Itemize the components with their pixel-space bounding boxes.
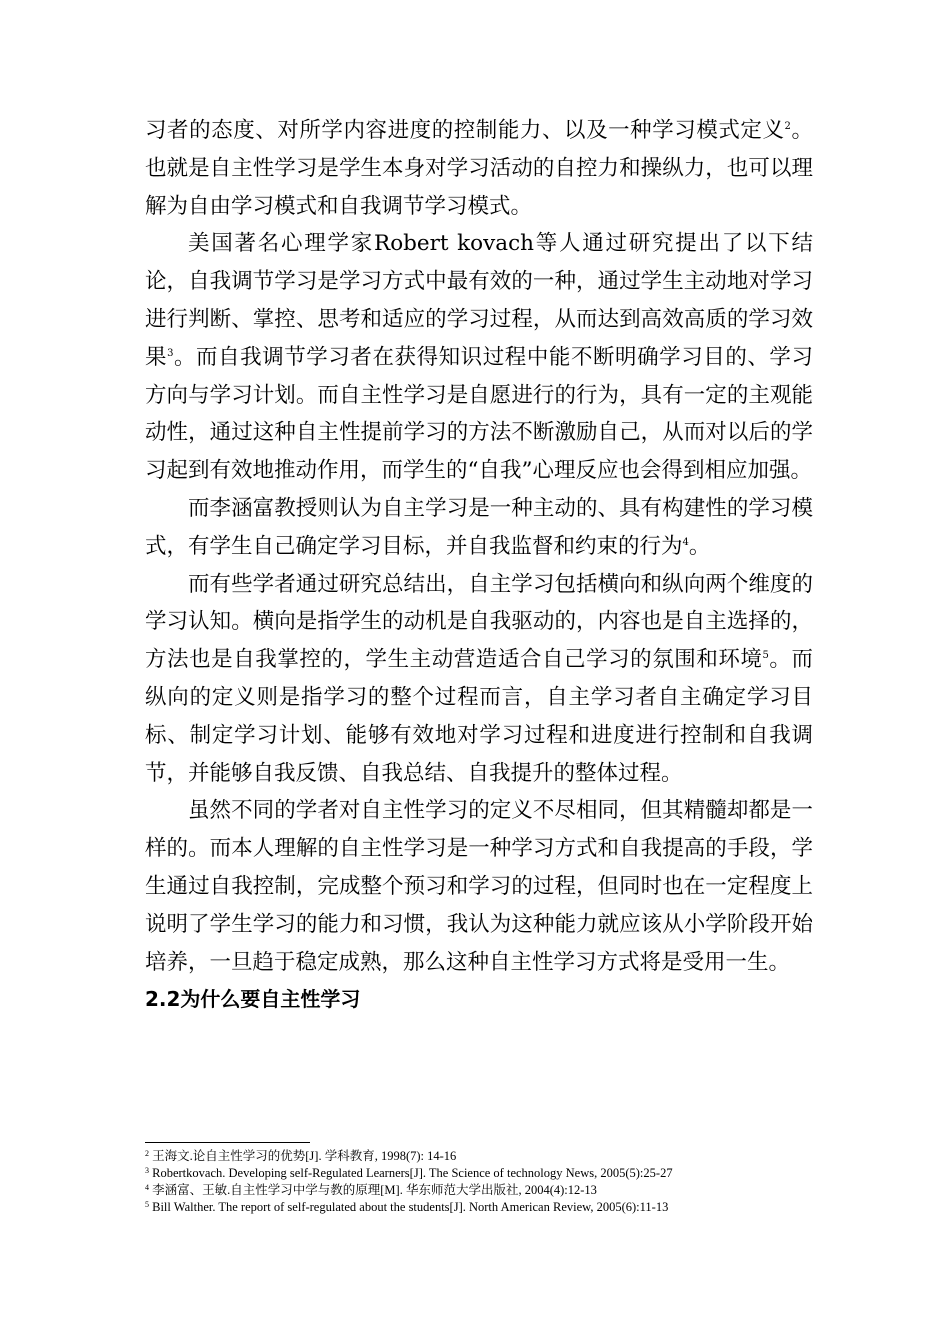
footnote-ref-3[interactable]: 3 — [167, 347, 174, 359]
footnote-text: Robertkovach. Developing self-Regulated Learners[J]. The Science of technology News, 2005(5):25-27 — [149, 1166, 673, 1180]
paragraph-1: 习者的态度、对所学内容进度的控制能力、以及一种学习模式定义$^2$。也就是自主性学习是学生本身对学习活动的自控力和操纵力，也可以理解为自由学习模式和自我调节学习模式。 — [145, 118, 813, 219]
footnote-text: 李涵富、王敏.自主性学习中学与教的原理[M]. 华东师范大学出版社, 2004(4):12-13 — [149, 1183, 597, 1197]
paragraph-2: 美国著名心理学家Robert kovach等人通过研究提出了以下结论，自我调节学习是学习方式中最有效的一种，通过学生主动地对学习进行判断、掌控、思考和适应的学习过程，从而达到高效高质的学习效果$^3$。而自我调节学习者在获得知识过程中能不断明确学习目的、学习方向与学习计划。而自主性学习是自愿进行的行为，具有一定的主观能动性，通过这种自主性提前学习的方法不断激励自己，从而对以后的学习起到有效地推动作用，而学生的“自我”心理反应也会得到相应加强。 — [145, 231, 813, 484]
footnote-number: 5 — [145, 1200, 149, 1209]
paragraph-4: 而有些学者通过研究总结出，自主学习包括横向和纵向两个维度的学习认知。横向是指学生的动机是自我驱动的，内容也是自主选择的，方法也是自我掌控的，学生主动营造适合自己学习的氛围和环境$^5$。而纵向的定义则是指学习的整个过程而言，自主学习者自主确定学习目标、制定学习计划、能够有效地对学习过程和进度进行控制和自我调节，并能够自我反馈、自我总结、自我提升的整体过程。 — [145, 571, 813, 786]
footnote-number: 2 — [145, 1149, 149, 1158]
footnote-text: Bill Walther. The report of self-regulated about the students[J]. North American Review, 2005(6):11-13 — [149, 1200, 669, 1214]
footnote-ref-4[interactable]: 4 — [682, 536, 689, 548]
footnote-4 — [145, 1182, 845, 1199]
footnote-number: 3 — [145, 1166, 149, 1175]
footnote-ref-2[interactable]: 2 — [784, 121, 791, 132]
footnote-text: 王海文.论自主性学习的优势[J]. 学科教育, 1998(7): 14-16 — [149, 1149, 457, 1163]
footnote-ref-5[interactable]: 5 — [762, 650, 769, 662]
section-heading: 2.2为什么要自主性学习 — [145, 987, 361, 1012]
paragraph-3: 而李涵富教授则认为自主学习是一种主动的、具有构建性的学习模式，有学生自己确定学习目标，并自我监督和约束的行为$^4$。 — [145, 495, 813, 559]
footnote-separator — [145, 1142, 310, 1143]
paragraph-5: 虽然不同的学者对自主性学习的定义不尽相同，但其精髓却都是一样的。而本人理解的自主性学习是一种学习方式和自我提高的手段，学生通过自我控制，完成整个预习和学习的过程，但同时也在一定程度上说明了学生学习的能力和习惯，我认为这种能力就应该从小学阶段开始培养，一旦趋于稳定成熟，那么这种自主性学习方式将是受用一生。 — [145, 798, 813, 975]
footnote-number: 4 — [145, 1183, 149, 1192]
body-text — [145, 112, 813, 1019]
footnote-2 — [145, 1148, 845, 1165]
footnote-5 — [145, 1199, 845, 1216]
footnote-3 — [145, 1165, 845, 1182]
footnotes — [145, 1148, 845, 1216]
